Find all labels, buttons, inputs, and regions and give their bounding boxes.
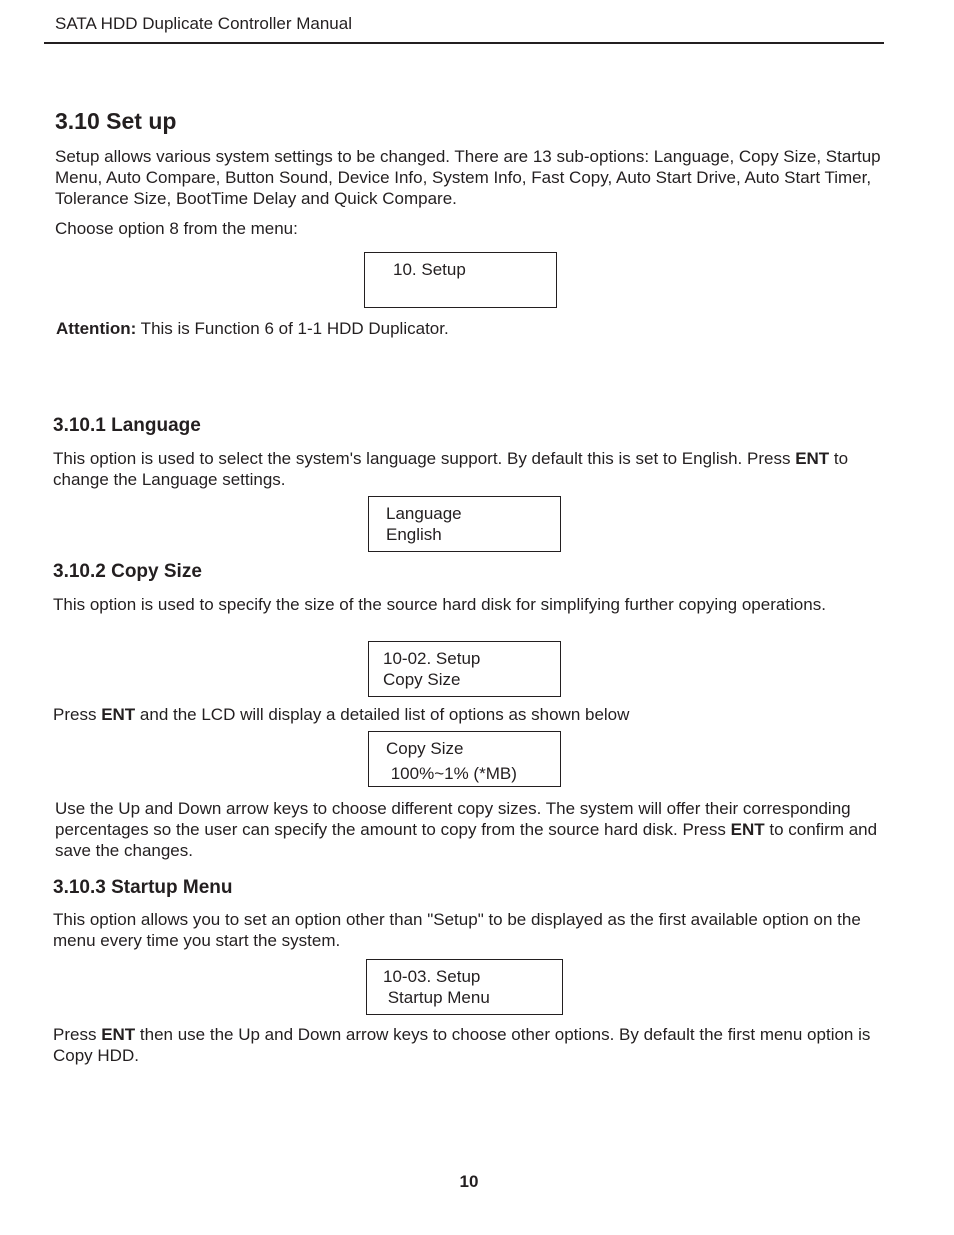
usage-text-a: Use the Up and Down arrow keys to choose different copy sizes. The system will offer their corresponding percentages so the user can specify the amount to copy from the source hard disk. Press [55,799,851,839]
ent-key: ENT [730,820,765,839]
attention-label: Attention: [56,319,137,338]
attention-note [56,318,886,339]
lcd-line-1: 10. Setup [393,260,466,279]
lcd-startup-menu-display [366,959,563,1015]
lcd-line-1: 10-02. Setup [383,649,481,668]
header-rule [44,42,884,44]
lcd-line-2: 100%~1% (*MB) [386,764,517,783]
lcd-setup-display [364,252,557,308]
language-text [53,448,883,490]
lcd-line-1: Copy Size [386,739,464,758]
startup-menu-title: 3.10.3 Startup Menu [53,877,233,898]
language-text-b: to change the Language settings. [53,449,849,489]
running-header: SATA HDD Duplicate Controller Manual [55,14,352,33]
lcd-line-1: 10-03. Setup [383,967,481,986]
page-number: 10 [459,1172,479,1191]
startup-menu-press-text [53,1024,883,1066]
language-title: 3.10.1 Language [53,415,201,436]
usage-text-b: to confirm and save the changes. [55,820,878,860]
lcd-language-display [368,496,561,552]
lcd-copy-size-options [368,731,561,787]
ent-key: ENT [795,449,830,468]
lcd-line-2: Startup Menu [383,988,490,1007]
attention-text: This is Function 6 of 1-1 HDD Duplicator. [136,319,449,338]
copy-size-text: This option is used to specify the size of the source hard disk for simplifying further copying operations. [53,595,826,614]
lcd-line-2: English [386,525,442,544]
lcd-line-2: Copy Size [383,670,461,689]
copy-size-press-text [53,704,883,725]
press-text-b: and the LCD will display a detailed list of options as shown below [135,705,630,724]
choose-option-text: Choose option 8 from the menu: [55,219,298,238]
press-text-a: Press [53,1025,102,1044]
startup-menu-text: This option allows you to set an option other than "Setup" to be displayed as the first available option on the menu every time you start the system. [53,910,861,950]
copy-size-usage-text [55,798,885,861]
lcd-line-1: Language [386,504,462,523]
lcd-copy-size-display [368,641,561,697]
section-title: 3.10 Set up [55,108,177,134]
language-text-a: This option is used to select the system's language support. By default this is set to English. Press [53,449,796,468]
press-text-b: then use the Up and Down arrow keys to choose other options. By default the first menu option is Copy HDD. [53,1025,871,1065]
press-text-a: Press [53,705,102,724]
section-intro: Setup allows various system settings to be changed. There are 13 sub-options: Language, Copy Size, Startup Menu, Auto Compare, Button Sound, Device Info, System Info, Fast Copy, Auto Start Drive, Auto Start Timer, Tolerance Size, BootTime Delay and Quick Compare. [55,147,881,208]
copy-size-title: 3.10.2 Copy Size [53,561,202,582]
ent-key: ENT [101,705,136,724]
ent-key: ENT [101,1025,136,1044]
